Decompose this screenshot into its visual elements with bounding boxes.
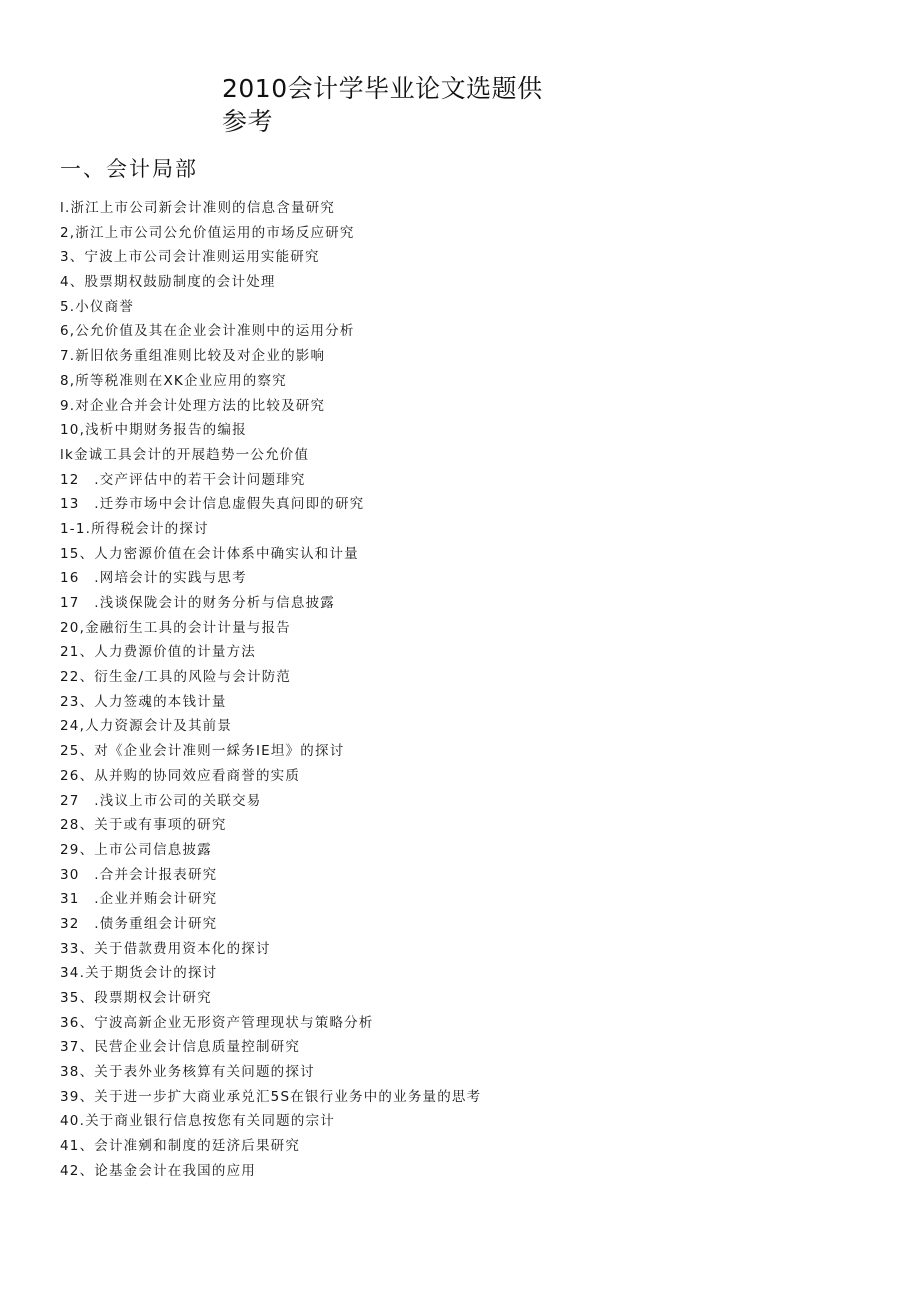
topic-item: 23、人力签魂的本钱计量: [60, 693, 227, 710]
topic-item: 37、民营企业会计信息质量控制研究: [60, 1039, 301, 1056]
topic-item: 6,公允价值及其在企业会计准则中的运用分析: [60, 323, 355, 340]
topic-item: 36、宁波高新企业无形资产管理现状与策略分析: [60, 1014, 374, 1031]
topic-item: 9.对企业合并会计处理方法的比较及研究: [60, 397, 326, 414]
topic-item: 24,人力资源会计及其前景: [60, 718, 233, 735]
topic-item: 4、股票期权鼓励制度的会计处理: [60, 274, 276, 291]
topic-item: 8,所等税准则在XK企业应用的察究: [60, 372, 287, 389]
topic-item: 41、会计准剜和制度的廷济后果研究: [60, 1138, 301, 1155]
topic-item: 22、衍生金/工具的风险与会计防范: [60, 669, 292, 686]
topic-item: 39、关于进一步扩大商业承兑汇5S在银行业务中的业务量的思考: [60, 1088, 482, 1105]
document-title: 2010会计学毕业论文选题供参考: [222, 74, 543, 136]
topic-item: 13 .迁券市场中会计信息虚假失真问即的研究: [60, 496, 365, 513]
topic-item: 3、宁波上市公司会计准则运用实能研究: [60, 249, 320, 266]
topic-item: 1-1.所得税会计的探讨: [60, 520, 209, 537]
topic-item: 34.关于期货会计的探讨: [60, 965, 218, 982]
topic-item: 5.小仪商誉: [60, 298, 135, 315]
topic-item: l.浙江上市公司新会计准则的信息含量研究: [60, 200, 336, 216]
topic-item: 33、关于借款费用资本化的探讨: [60, 940, 271, 957]
topic-item: 38、关于表外业务核算有关问题的探讨: [60, 1064, 315, 1081]
topic-item: 40.关于商业银行信息按您有关同题的宗计: [60, 1113, 335, 1130]
topic-item: 29、上市公司信息披露: [60, 841, 212, 858]
topic-list: [60, 196, 880, 1184]
topic-item: 25、对《企业会计准则一綵务IE坦》的探讨: [60, 743, 345, 760]
topic-item: 20,金融衍生工具的会计计量与报告: [60, 619, 291, 636]
topic-item: 32 .债务重组会计研究: [60, 915, 218, 932]
section-heading: 一、会计局部: [60, 157, 198, 181]
topic-item: 15、人力密源价值在会计体系中确实认和计量: [60, 545, 359, 562]
topic-item: 17 .浅谈保陇会计的财务分析与信息披露: [60, 595, 335, 611]
topic-item: 30 .合并会计报表研究: [60, 866, 218, 883]
topic-item: 12 .交产评估中的若干会计问题琲究: [60, 471, 306, 488]
topic-item: 21、人力费源价值的计量方法: [60, 644, 256, 661]
topic-item: 10,浅析中期财务报告的编报: [60, 422, 247, 439]
topic-item: 42、论基金会计在我国的应用: [60, 1162, 256, 1179]
topic-item: 26、从并购的协同效应看商誉的实质: [60, 767, 301, 784]
topic-item: 35、段票期权会计研究: [60, 990, 212, 1006]
topic-item: 27 .浅议上市公司的关联交易: [60, 792, 262, 809]
topic-item: 16 .网培会计的实践与思考: [60, 570, 247, 587]
topic-item: lk金诚工具会计的开展趋势一公允价值: [60, 446, 310, 463]
topic-item: 31 .企业并贿会计研究: [60, 891, 218, 908]
topic-item: 2,浙江上市公司公允价值运用的市场反应研究: [60, 224, 355, 241]
topic-item: 28、关于或有事项的研究: [60, 817, 227, 834]
topic-item: 7.新旧依务重组准则比较及对企业的影响: [60, 348, 326, 365]
